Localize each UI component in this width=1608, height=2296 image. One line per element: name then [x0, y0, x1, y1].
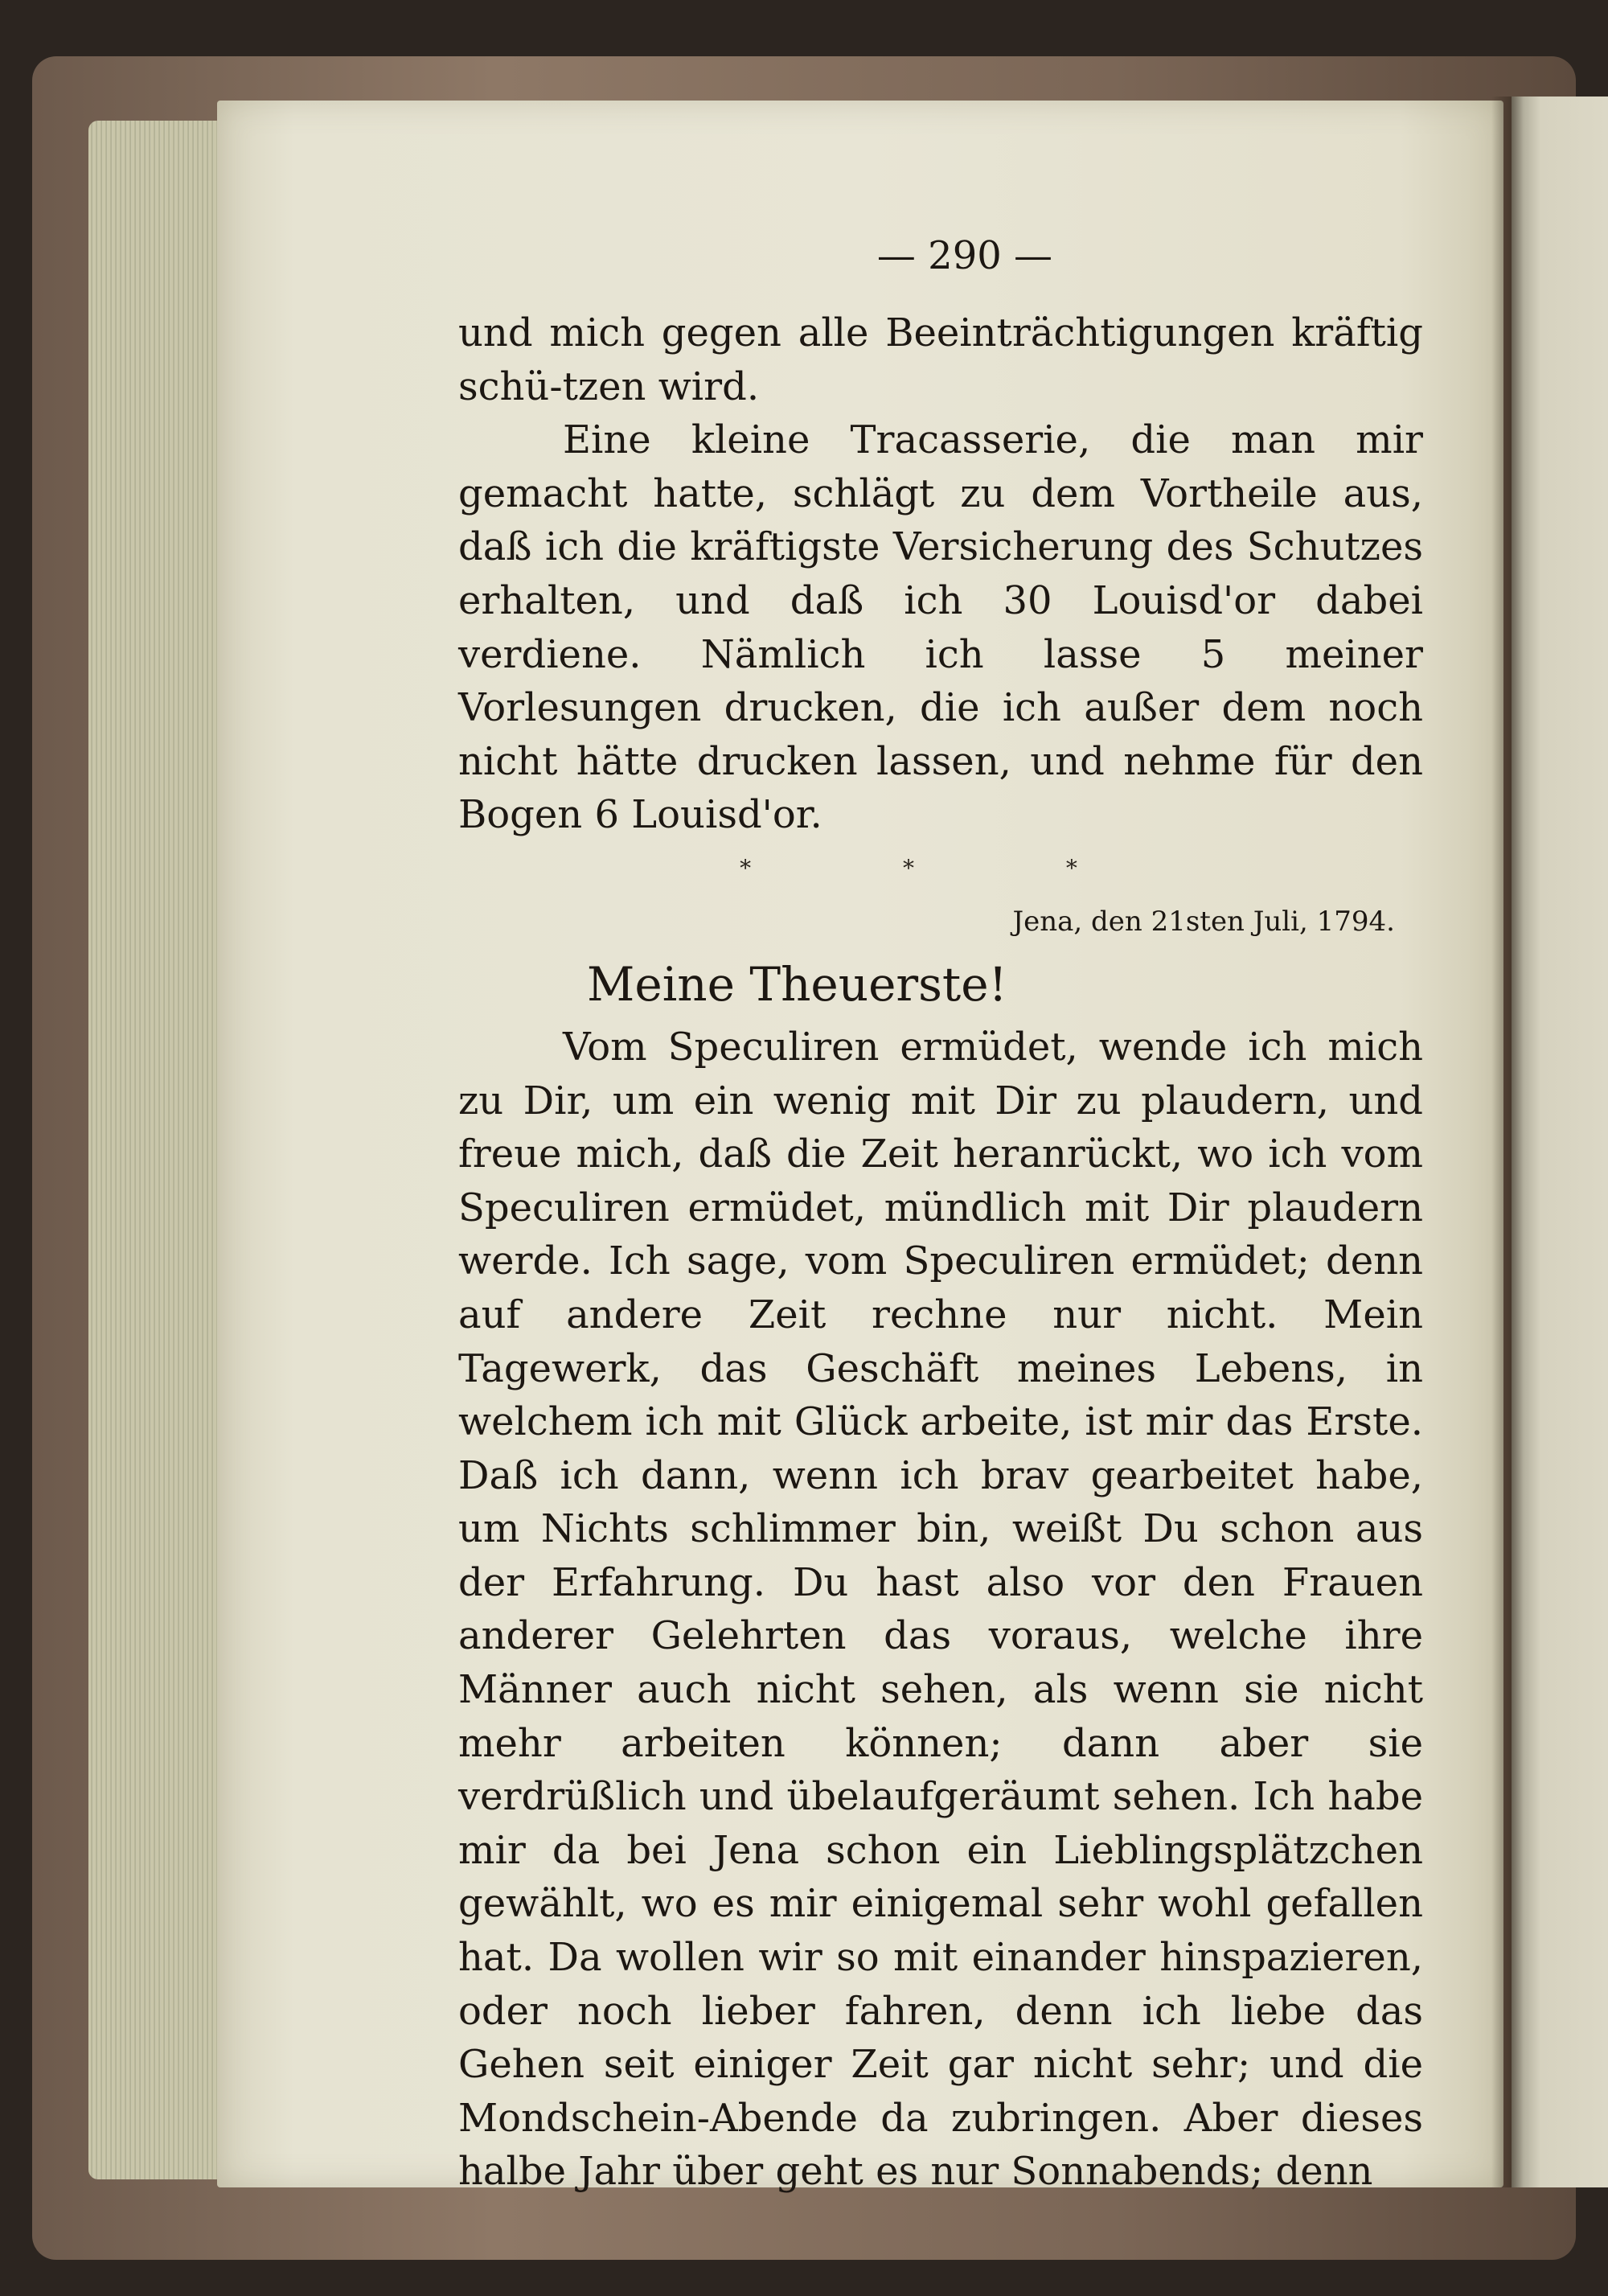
- letter-salutation: Meine Theuerste!: [587, 956, 1007, 1012]
- page-text: [458, 229, 1423, 2199]
- paragraph-continuation: und mich gegen alle Beeinträchtigungen kräftig schü-tzen wird.: [458, 310, 1423, 409]
- section-separator: * * *: [740, 854, 1150, 881]
- paragraph-tracasserie: Eine kleine Tracasserie, die man mir gemacht hatte, schlägt zu dem Vortheile aus, daß ich die kräftigste Versicherung des Schutzes erhalten, und daß ich 30 Louisd'or dabei verdiene. Nämlich ich lasse 5 meiner Vorlesungen drucken, die ich außer dem noch nicht hätte drucken lassen, und nehme für den Bogen 6 Louisd'or.: [458, 417, 1423, 838]
- page-number: — 290 —: [876, 233, 1053, 278]
- letter-body: Vom Speculiren ermüdet, wende ich mich zu Dir, um ein wenig mit Dir zu plaudern, und freue mich, daß die Zeit heranrückt, wo ich vom Speculiren ermüdet, mündlich mit Dir plaudern werde. Ich sage, vom Speculiren ermüdet; denn auf andere Zeit rechne nur nicht. Mein Tagewerk, das Geschäft meines Lebens, in welchem ich mit Glück arbeite, ist mir das Erste. Daß ich dann, wenn ich brav gearbeitet habe, um Nichts schlimmer bin, weißt Du schon aus der Erfahrung. Du hast also vor den Frauen anderer Gelehrten das voraus, welche ihre Männer auch nicht sehen, als wenn sie nicht mehr arbeiten können; dann aber sie verdrüßlich und übelaufgeräumt sehen. Ich habe mir da bei Jena schon ein Lieblingsplätzchen gewählt, wo es mir einigemal sehr wohl gefallen hat. Da wollen wir so mit einander hinspazieren, oder noch lieber fahren, denn ich liebe das Gehen seit einiger Zeit gar nicht sehr; und die Mondschein-Abende da zubringen. Aber dieses halbe Jahr über geht es nur Sonnabends; denn: [458, 1024, 1423, 2195]
- gutter-shadow: [1491, 97, 1524, 2187]
- letter-dateline: Jena, den 21sten Juli, 1794.: [1012, 905, 1395, 938]
- facing-page: [1512, 97, 1608, 2187]
- continued-paragraph: [458, 306, 1423, 842]
- page-edges: [88, 121, 217, 2179]
